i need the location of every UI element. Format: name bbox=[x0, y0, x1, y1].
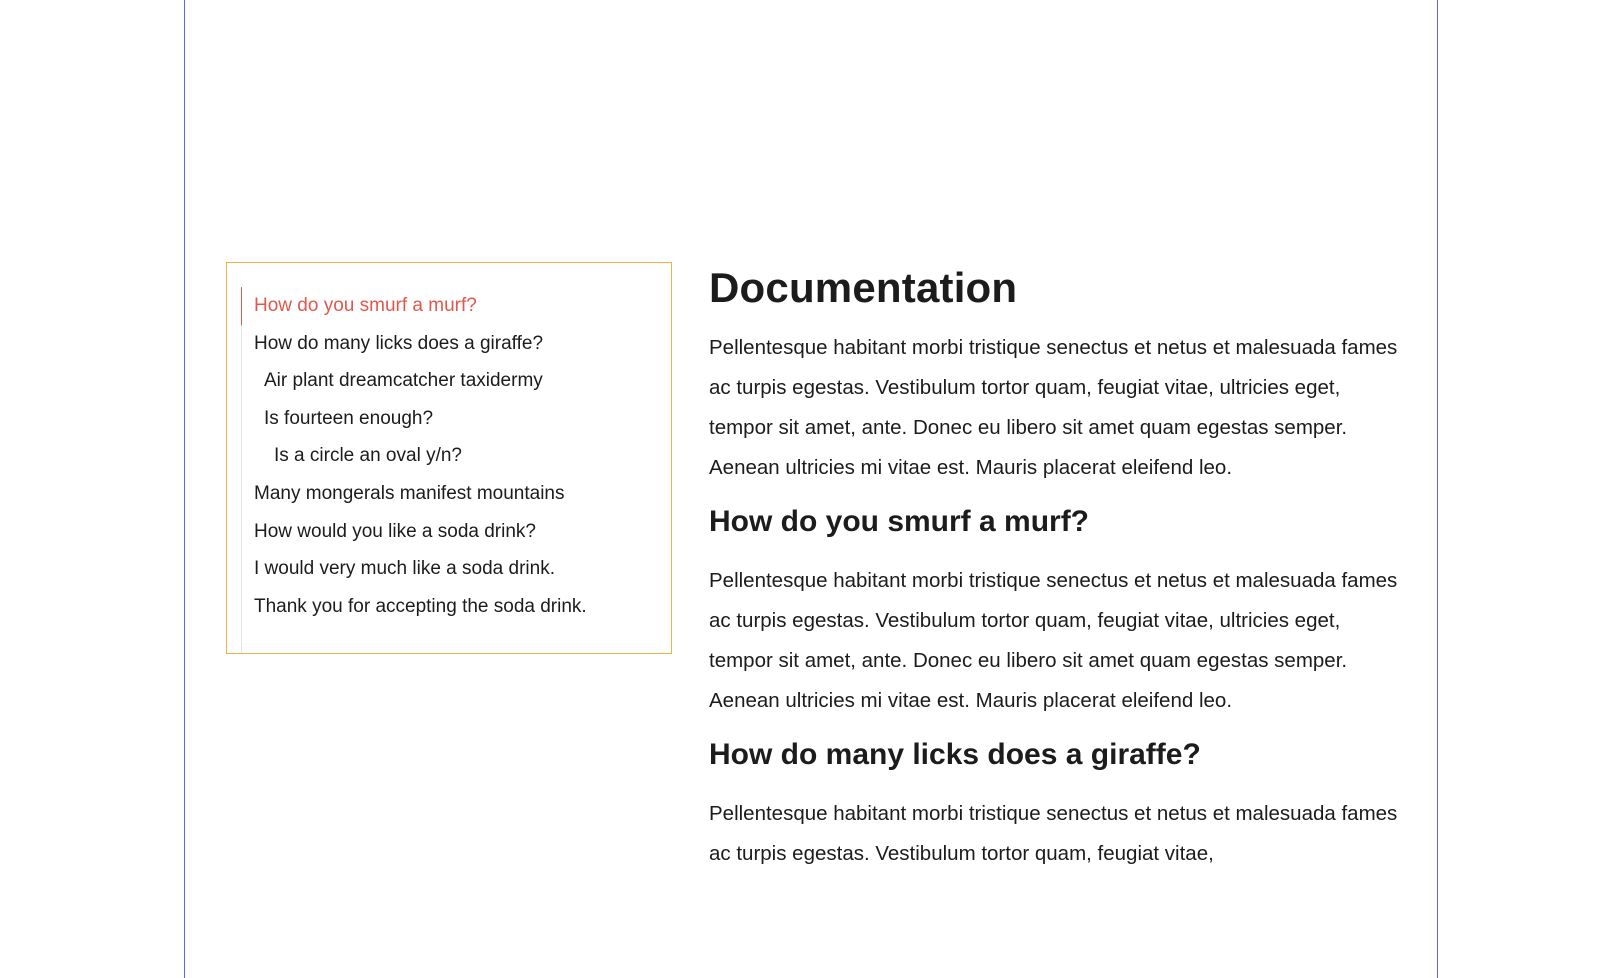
toc-item-fourteen-enough[interactable]: Is fourteen enough? bbox=[264, 407, 434, 429]
toc-item-circle-oval[interactable]: Is a circle an oval y/n? bbox=[274, 445, 462, 467]
section-heading-licks-giraffe: How do many licks does a giraffe? bbox=[709, 738, 1201, 771]
toc-item-smurf-a-murf[interactable]: How do you smurf a murf? bbox=[241, 287, 661, 325]
toc-list bbox=[241, 287, 661, 625]
section-heading-smurf-a-murf: How do you smurf a murf? bbox=[709, 505, 1090, 538]
toc-item-licks-giraffe[interactable]: How do many licks does a giraffe? bbox=[254, 332, 544, 354]
toc-item-air-plant[interactable]: Air plant dreamcatcher taxidermy bbox=[264, 370, 543, 392]
toc-item-soda-question[interactable]: How would you like a soda drink? bbox=[254, 520, 536, 542]
toc-item-mongerals[interactable]: Many mongerals manifest mountains bbox=[254, 482, 565, 504]
toc-item-soda-thanks[interactable]: Thank you for accepting the soda drink. bbox=[254, 595, 587, 617]
table-of-contents bbox=[226, 262, 672, 654]
toc-item-soda-yes[interactable]: I would very much like a soda drink. bbox=[254, 558, 555, 580]
section-paragraph-licks-giraffe: Pellentesque habitant morbi tristique senectus et netus et malesuada fames ac turpis egestas. Vestibulum tortor quam, feugiat vitae, bbox=[709, 802, 1398, 865]
intro-paragraph: Pellentesque habitant morbi tristique senectus et netus et malesuada fames ac turpis egestas. Vestibulum tortor quam, feugiat vitae, ultricies eget, tempor sit amet, ante. Donec eu libero sit amet quam egestas semper. Aenean ultricies mi vitae est. Mauris placerat eleifend leo. bbox=[709, 336, 1398, 479]
section-paragraph-smurf-a-murf: Pellentesque habitant morbi tristique senectus et netus et malesuada fames ac turpis egestas. Vestibulum tortor quam, feugiat vitae, ultricies eget, tempor sit amet, ante. Donec eu libero sit amet quam egestas semper. Aenean ultricies mi vitae est. Mauris placerat eleifend leo. bbox=[709, 569, 1398, 712]
page-title: Documentation bbox=[709, 264, 1018, 311]
main-content bbox=[709, 258, 1409, 888]
